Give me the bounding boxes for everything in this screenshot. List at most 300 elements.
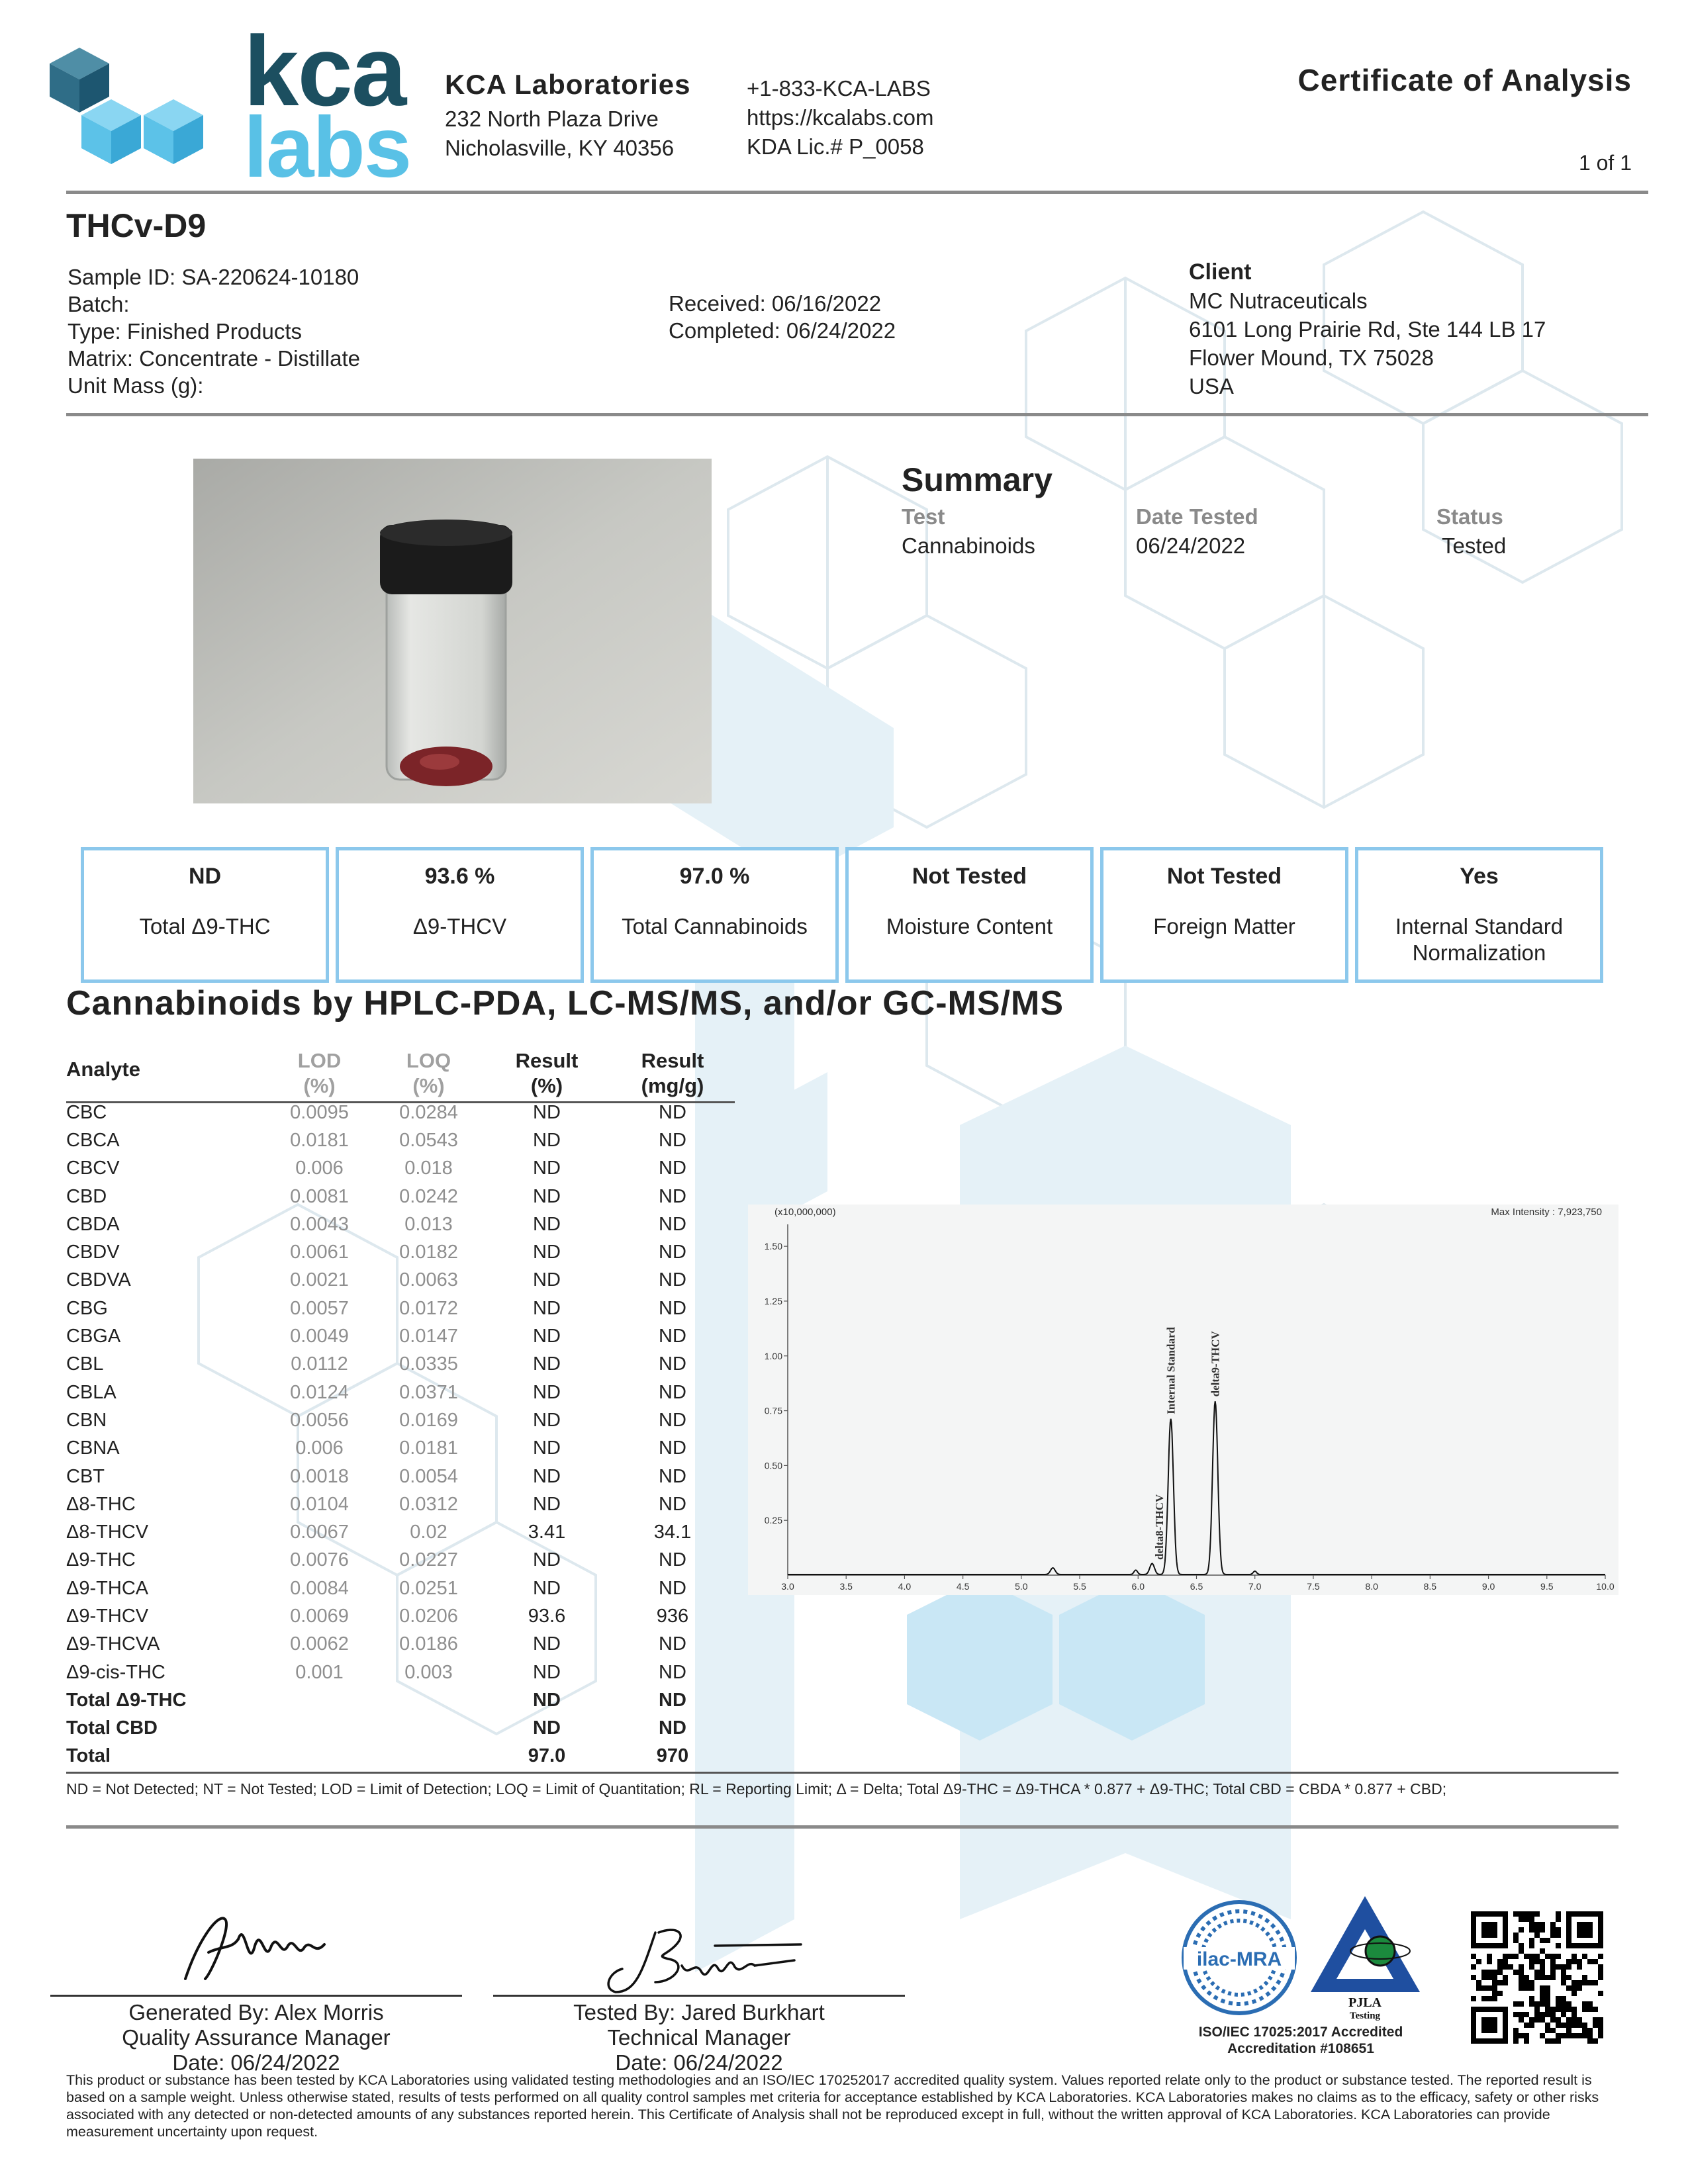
- analyte-name: CBNA: [66, 1437, 120, 1459]
- qr-module: [1587, 1980, 1593, 1985]
- result-pct: ND: [533, 1409, 561, 1431]
- qr-module: [1571, 1991, 1577, 1996]
- total-name: Total CBD: [66, 1717, 158, 1739]
- box-label: Total Cannabinoids: [622, 914, 808, 938]
- qr-module: [1524, 2023, 1529, 2028]
- result-pct: ND: [533, 1129, 561, 1151]
- analyte-name: CBN: [66, 1409, 107, 1431]
- qr-module: [1492, 1996, 1497, 2001]
- analyte-name: CBDA: [66, 1213, 120, 1235]
- result-pct: ND: [533, 1493, 561, 1515]
- total-pct: ND: [533, 1689, 561, 1711]
- table-header-row: [66, 1040, 735, 1099]
- result-mg: ND: [659, 1213, 686, 1235]
- qr-module: [1540, 1985, 1545, 1991]
- qr-module: [1566, 1964, 1571, 1970]
- qr-module: [1492, 1985, 1497, 1991]
- col-lod-line2: (%): [303, 1074, 336, 1097]
- chart-max-intensity: Max Intensity : 7,923,750: [1491, 1206, 1602, 1218]
- lab-license: KDA Lic.# P_0058: [747, 134, 924, 159]
- sample-divider: [66, 413, 1648, 416]
- qr-module: [1524, 2012, 1529, 2017]
- qr-module: [1593, 1980, 1598, 1985]
- qr-module: [1503, 1964, 1508, 1970]
- loq-value: 0.0169: [399, 1409, 458, 1431]
- qr-module: [1598, 1970, 1603, 1975]
- qr-module: [1540, 1975, 1545, 1980]
- sample-dates: [669, 290, 896, 344]
- result-pct: ND: [533, 1101, 561, 1123]
- box-d9-thcv: [336, 847, 584, 983]
- result-pct: ND: [533, 1549, 561, 1571]
- qr-module: [1587, 2028, 1593, 2033]
- analyte-name: CBD: [66, 1185, 107, 1207]
- table-row: [66, 1518, 735, 1546]
- page-number: 1 of 1: [1578, 151, 1632, 175]
- x-tick-label: 9.5: [1540, 1581, 1554, 1592]
- pjla-sub-text: Testing: [1349, 2011, 1381, 2021]
- box-moisture-content: [845, 847, 1094, 983]
- table-row: [66, 1126, 735, 1154]
- qr-module: [1577, 2017, 1582, 2023]
- loq-value: 0.0312: [399, 1493, 458, 1515]
- col-result-pct-line2: (%): [530, 1074, 563, 1097]
- qr-module: [1556, 2033, 1561, 2038]
- qr-module: [1550, 1970, 1556, 1975]
- x-tick-label: 8.0: [1365, 1581, 1378, 1592]
- lod-value: 0.0056: [290, 1409, 349, 1431]
- signature-jared-burkhart: [596, 1919, 808, 2005]
- qr-module: [1540, 1996, 1545, 2001]
- qr-module: [1529, 1996, 1534, 2001]
- qr-module: [1571, 2012, 1577, 2017]
- qr-module: [1529, 1985, 1534, 1991]
- qr-module: [1598, 1975, 1603, 1980]
- result-mg: ND: [659, 1381, 686, 1403]
- qr-module: [1545, 1938, 1550, 1943]
- result-mg: ND: [659, 1326, 686, 1347]
- logo-wordmark-top: kca: [244, 15, 406, 126]
- result-mg: ND: [659, 1242, 686, 1263]
- qr-module: [1556, 2023, 1561, 2028]
- result-mg: ND: [659, 1549, 686, 1571]
- x-tick-label: 6.5: [1190, 1581, 1203, 1592]
- sample-type: Type: Finished Products: [68, 319, 303, 343]
- table-row: [66, 1322, 735, 1350]
- qr-module: [1545, 1975, 1550, 1980]
- qr-module: [1540, 1959, 1545, 1964]
- received-date: Received: 06/16/2022: [669, 291, 882, 316]
- lab-address-line2: Nicholasville, KY 40356: [445, 136, 675, 160]
- qr-module: [1582, 2028, 1587, 2033]
- col-analyte: Analyte: [66, 1058, 140, 1081]
- qr-module: [1577, 2033, 1582, 2038]
- disclaimer: This product or substance has been tested by KCA Laboratories using validated testing methodologies and an ISO/IEC 170252017 accredited quality system. Values reported relate only to the product or substance tested. The reported result is based on a sample weight. Unless otherwise stated, results of tests performed on all quality control samples met criteria for acceptance established by KCA Laboratories. KCA Laboratories makes no claims as to the efficacy, safety or other risks associated with any detected or non-detected amounts of any substances reported herein. This Certificate of Analysis shall not be reproduced except in full, without the written approval of KCA Laboratories. KCA Laboratories can provide measurement uncertainty upon request.: [66, 2072, 1599, 2140]
- qr-module: [1487, 1985, 1492, 1991]
- analyte-name: CBL: [66, 1353, 104, 1375]
- qr-module: [1561, 2023, 1566, 2028]
- qr-module: [1529, 1911, 1534, 1917]
- loq-value: 0.0181: [399, 1437, 458, 1459]
- result-mg: ND: [659, 1465, 686, 1487]
- result-pct: 3.41: [528, 1522, 566, 1543]
- analyte-name: CBDVA: [66, 1269, 131, 1291]
- result-pct: ND: [533, 1158, 561, 1179]
- lab-name: KCA Laboratories: [445, 69, 691, 100]
- result-pct: ND: [533, 1381, 561, 1403]
- summary-col-test: Test: [902, 504, 945, 529]
- qr-module: [1534, 1933, 1540, 1938]
- x-tick-label: 7.5: [1307, 1581, 1320, 1592]
- analyte-name: Δ9-THC: [66, 1549, 136, 1571]
- loq-value: 0.003: [404, 1661, 453, 1683]
- qr-module: [1519, 1917, 1524, 1922]
- analyte-name: Δ9-THCA: [66, 1577, 149, 1599]
- qr-module: [1524, 2033, 1529, 2038]
- box-value: Yes: [1460, 864, 1499, 889]
- qr-code-icon[interactable]: [1471, 1911, 1603, 2044]
- loq-value: 0.0284: [399, 1101, 458, 1123]
- qr-module: [1550, 2017, 1556, 2023]
- summary-col-date: Date Tested: [1136, 504, 1258, 529]
- generated-role: Quality Assurance Manager: [122, 2025, 391, 2050]
- qr-module: [1529, 2017, 1534, 2023]
- ilac-mra-logo: [1180, 1898, 1299, 2017]
- qr-module: [1593, 2023, 1598, 2028]
- qr-module: [1492, 1980, 1497, 1985]
- qr-module: [1529, 1922, 1534, 1927]
- x-tick-label: 5.0: [1015, 1581, 1028, 1592]
- qr-finder-core: [1481, 2017, 1497, 2033]
- result-pct: ND: [533, 1269, 561, 1291]
- qr-module: [1471, 1975, 1476, 1980]
- qr-module: [1497, 1980, 1503, 1985]
- lod-value: 0.0018: [290, 1465, 349, 1487]
- table-row: [66, 1631, 735, 1659]
- qr-module: [1519, 1964, 1524, 1970]
- qr-module: [1524, 2038, 1529, 2044]
- client-heading: Client: [1189, 259, 1252, 285]
- qr-module: [1571, 2023, 1577, 2028]
- table-row: [66, 1210, 735, 1238]
- box-value: 93.6 %: [424, 864, 495, 889]
- total-loq: [374, 1686, 483, 1714]
- qr-module: [1519, 1943, 1524, 1948]
- table-row: [66, 1267, 735, 1295]
- lod-value: 0.0124: [290, 1381, 349, 1403]
- qr-module: [1529, 1943, 1534, 1948]
- qr-module: [1545, 2038, 1550, 2044]
- qr-module: [1598, 2028, 1603, 2033]
- qr-module: [1513, 2028, 1519, 2033]
- qr-module: [1513, 2001, 1519, 2007]
- x-tick-label: 9.0: [1481, 1581, 1495, 1592]
- qr-module: [1545, 1991, 1550, 1996]
- qr-module: [1481, 1970, 1487, 1975]
- qr-module: [1587, 1959, 1593, 1964]
- sample-matrix: Matrix: Concentrate - Distillate: [68, 346, 360, 371]
- qr-module: [1566, 2033, 1571, 2038]
- footnote-divider: [66, 1825, 1618, 1829]
- result-pct: ND: [533, 1465, 561, 1487]
- table-row: [66, 1490, 735, 1518]
- qr-module: [1519, 2001, 1524, 2007]
- x-tick-label: 10.0: [1596, 1581, 1615, 1592]
- loq-value: 0.0206: [399, 1605, 458, 1627]
- qr-module: [1492, 1970, 1497, 1975]
- qr-module: [1519, 2012, 1524, 2017]
- table-row: [66, 1183, 735, 1210]
- qr-module: [1519, 1985, 1524, 1991]
- analyte-name: Δ9-THCVA: [66, 1633, 160, 1655]
- qr-module: [1582, 1975, 1587, 1980]
- qr-module: [1556, 1933, 1561, 1938]
- total-name: Total: [66, 1745, 111, 1767]
- qr-module: [1545, 1996, 1550, 2001]
- lod-value: 0.0076: [290, 1549, 349, 1571]
- qr-module: [1476, 1980, 1481, 1985]
- total-lod: [265, 1715, 374, 1743]
- col-loq: [374, 1040, 483, 1099]
- chromatogram-trace: [788, 1401, 1605, 1574]
- qr-module: [1593, 2038, 1598, 2044]
- table-row: [66, 1295, 735, 1322]
- qr-module: [1577, 1980, 1582, 1985]
- qr-module: [1587, 2007, 1593, 2012]
- table-row: [66, 1659, 735, 1686]
- table-row: [66, 1574, 735, 1602]
- qr-module: [1556, 2007, 1561, 2012]
- qr-module: [1524, 1985, 1529, 1991]
- qr-module: [1534, 2012, 1540, 2017]
- analyte-name: Δ8-THCV: [66, 1522, 149, 1543]
- lod-value: 0.0112: [291, 1353, 348, 1375]
- qr-module: [1556, 1917, 1561, 1922]
- qr-module: [1561, 2007, 1566, 2012]
- result-pct: ND: [533, 1242, 561, 1263]
- total-pct: 97.0: [528, 1745, 566, 1767]
- x-tick-label: 4.0: [898, 1581, 912, 1592]
- qr-module: [1577, 1959, 1582, 1964]
- lod-value: 0.001: [295, 1661, 344, 1683]
- box-total-cannabinoids: [590, 847, 839, 983]
- qr-module: [1550, 1964, 1556, 1970]
- qr-module: [1534, 2017, 1540, 2023]
- loq-value: 0.013: [404, 1213, 453, 1235]
- peak-label-minor: delta8-THCV: [1153, 1494, 1166, 1560]
- loq-value: 0.0543: [399, 1129, 458, 1151]
- qr-module: [1587, 2001, 1593, 2007]
- qr-module: [1582, 2001, 1587, 2007]
- qr-module: [1598, 1954, 1603, 1959]
- sample-id: Sample ID: SA-220624-10180: [68, 265, 359, 289]
- qr-module: [1545, 2007, 1550, 2012]
- lod-value: 0.0081: [290, 1185, 349, 1207]
- table-row: [66, 1406, 735, 1434]
- qr-finder-core: [1577, 1922, 1593, 1938]
- qr-module: [1487, 1954, 1492, 1959]
- qr-module: [1540, 1964, 1545, 1970]
- y-tick-label: 1.50: [764, 1241, 782, 1252]
- box-total-d9-thc: [81, 847, 329, 983]
- qr-module: [1529, 1954, 1534, 1959]
- result-pct: ND: [533, 1633, 561, 1655]
- x-tick-label: 4.5: [956, 1581, 970, 1592]
- qr-module: [1529, 1964, 1534, 1970]
- lod-value: 0.006: [295, 1437, 344, 1459]
- box-label: Total Δ9-THC: [139, 914, 271, 938]
- total-lod: [265, 1686, 374, 1714]
- accreditation-line1: ISO/IEC 17025:2017 Accredited: [1198, 2025, 1403, 2040]
- qr-finder-core: [1481, 1922, 1497, 1938]
- qr-module: [1524, 1954, 1529, 1959]
- total-row: [66, 1743, 735, 1770]
- qr-module: [1556, 2001, 1561, 2007]
- completed-date: Completed: 06/24/2022: [669, 318, 896, 343]
- loq-value: 0.0054: [399, 1465, 458, 1487]
- col-loq-line2: (%): [412, 1074, 445, 1097]
- table-row: [66, 1155, 735, 1183]
- qr-module: [1566, 2007, 1571, 2012]
- signature-line-1: [50, 1995, 462, 1997]
- client-address2: Flower Mound, TX 75028: [1189, 345, 1434, 370]
- total-pct: ND: [533, 1717, 561, 1739]
- total-loq: [374, 1715, 483, 1743]
- sample-unit-mass: Unit Mass (g):: [68, 373, 204, 398]
- y-tick-label: 1.25: [764, 1295, 782, 1306]
- qr-module: [1582, 2023, 1587, 2028]
- qr-module: [1471, 1964, 1476, 1970]
- qr-module: [1481, 1975, 1487, 1980]
- logo-wordmark-bottom: labs: [244, 99, 411, 195]
- total-loq: [374, 1743, 483, 1770]
- box-label: Internal Standard Normalization: [1395, 914, 1564, 965]
- qr-module: [1529, 2023, 1534, 2028]
- signature-block-1: [50, 2000, 462, 2075]
- col-lod-line1: LOD: [297, 1049, 342, 1072]
- accreditation-text: [1172, 2024, 1430, 2057]
- result-mg: ND: [659, 1493, 686, 1515]
- qr-module: [1524, 1980, 1529, 1985]
- loq-value: 0.0251: [399, 1577, 458, 1599]
- lod-value: 0.0049: [290, 1326, 349, 1347]
- qr-module: [1519, 2033, 1524, 2038]
- qr-module: [1550, 1933, 1556, 1938]
- box-value: Not Tested: [912, 864, 1027, 889]
- qr-module: [1524, 1911, 1529, 1917]
- qr-module: [1534, 1927, 1540, 1933]
- table-row: [66, 1379, 735, 1406]
- x-tick-label: 3.5: [839, 1581, 853, 1592]
- qr-module: [1497, 1991, 1503, 1996]
- qr-module: [1566, 2028, 1571, 2033]
- qr-module: [1508, 1954, 1513, 1959]
- result-mg: ND: [659, 1158, 686, 1179]
- box-foreign-matter: [1100, 847, 1348, 983]
- qr-module: [1550, 1959, 1556, 1964]
- box-value: ND: [188, 864, 222, 889]
- generated-date: Date: 06/24/2022: [172, 2050, 340, 2075]
- qr-module: [1571, 1985, 1577, 1991]
- lod-value: 0.0104: [290, 1493, 349, 1515]
- result-mg: ND: [659, 1353, 686, 1375]
- summary-title: Summary: [902, 461, 1053, 498]
- cannabinoid-table: [66, 1040, 735, 1770]
- client-block: [1189, 258, 1546, 400]
- qr-module: [1519, 1948, 1524, 1954]
- analyte-name: CBT: [66, 1465, 105, 1487]
- qr-module: [1582, 2033, 1587, 2038]
- pjla-text: PJLA: [1348, 1995, 1382, 2010]
- loq-value: 0.0186: [399, 1633, 458, 1655]
- lod-value: 0.0084: [290, 1577, 349, 1599]
- qr-module: [1556, 1943, 1561, 1948]
- qr-module: [1540, 1927, 1545, 1933]
- box-internal-standard: [1355, 847, 1603, 983]
- analyte-name: CBCV: [66, 1158, 120, 1179]
- qr-module: [1550, 1954, 1556, 1959]
- qr-module: [1571, 2007, 1577, 2012]
- client-country: USA: [1189, 374, 1234, 398]
- qr-module: [1534, 1954, 1540, 1959]
- loq-value: 0.0063: [399, 1269, 458, 1291]
- qr-module: [1513, 1911, 1519, 1917]
- qr-module: [1582, 1954, 1587, 1959]
- qr-module: [1556, 1964, 1561, 1970]
- qr-module: [1550, 2007, 1556, 2012]
- result-pct: ND: [533, 1297, 561, 1319]
- lod-value: 0.0067: [290, 1522, 349, 1543]
- qr-module: [1471, 1996, 1476, 2001]
- tested-role: Technical Manager: [607, 2025, 791, 2050]
- summary-date: 06/24/2022: [1136, 533, 1246, 558]
- tested-by: Tested By: Jared Burkhart: [573, 2000, 825, 2025]
- qr-module: [1545, 2012, 1550, 2017]
- qr-module: [1556, 1996, 1561, 2001]
- analyte-name: Δ9-cis-THC: [66, 1661, 165, 1683]
- result-pct: ND: [533, 1213, 561, 1235]
- qr-module: [1598, 1964, 1603, 1970]
- box-value: 97.0 %: [679, 864, 750, 889]
- qr-module: [1550, 2012, 1556, 2017]
- qr-module: [1571, 2017, 1577, 2023]
- qr-module: [1550, 1922, 1556, 1927]
- qr-module: [1529, 2001, 1534, 2007]
- qr-module: [1492, 1975, 1497, 1980]
- lod-value: 0.0181: [290, 1129, 349, 1151]
- result-mg: ND: [659, 1633, 686, 1655]
- qr-module: [1577, 1985, 1582, 1991]
- qr-module: [1561, 1980, 1566, 1985]
- analyte-name: CBLA: [66, 1381, 117, 1403]
- qr-module: [1540, 1991, 1545, 1996]
- qr-module: [1540, 2001, 1545, 2007]
- client-name: MC Nutraceuticals: [1189, 289, 1368, 313]
- loq-value: 0.0371: [399, 1381, 458, 1403]
- qr-module: [1529, 1938, 1534, 1943]
- result-pct: ND: [533, 1577, 561, 1599]
- loq-value: 0.02: [410, 1522, 447, 1543]
- analyte-name: CBCA: [66, 1129, 120, 1151]
- signature-block-2: [493, 2000, 905, 2075]
- x-tick-label: 3.0: [781, 1581, 794, 1592]
- kca-logo-cubes: [43, 38, 222, 181]
- qr-module: [1582, 1980, 1587, 1985]
- loq-value: 0.018: [404, 1158, 453, 1179]
- qr-module: [1471, 1954, 1476, 1959]
- y-tick-label: 0.25: [764, 1515, 782, 1526]
- qr-module: [1550, 1927, 1556, 1933]
